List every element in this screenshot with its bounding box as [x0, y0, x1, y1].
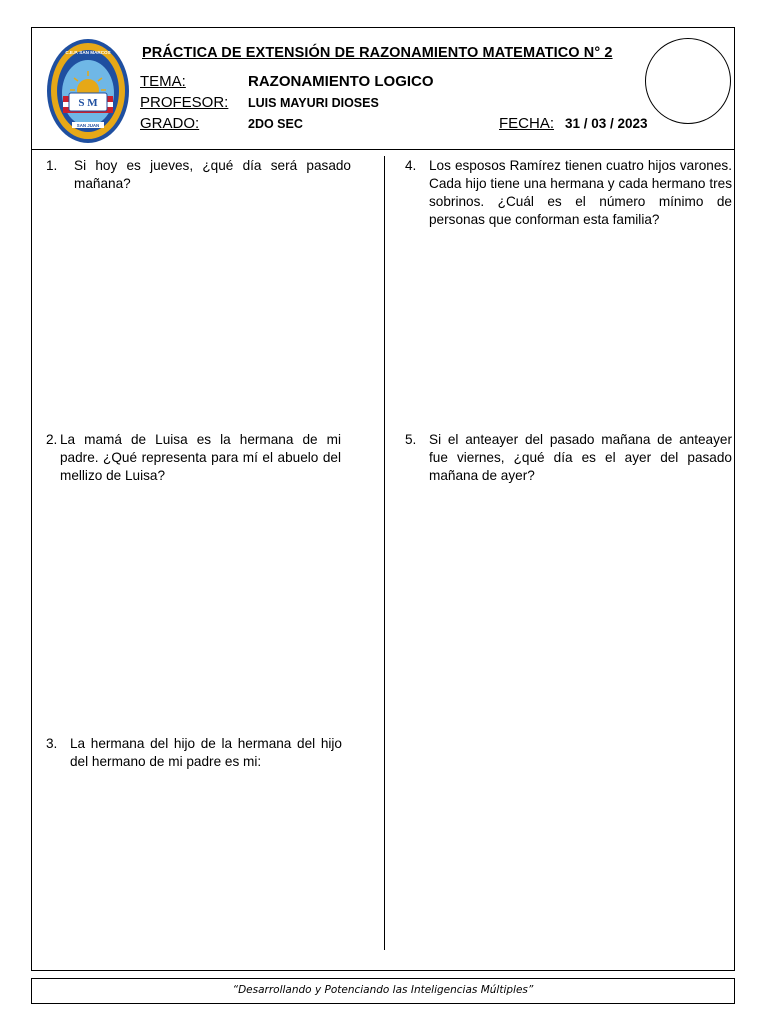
worksheet-title: PRÁCTICA DE EXTENSIÓN DE RAZONAMIENTO MATEMATICO N° 2	[142, 45, 613, 61]
logo-letters: S M	[78, 97, 98, 109]
logo-bottom-text: SAN JUAN	[76, 123, 100, 128]
question-text: Los esposos Ramírez tienen cuatro hijos varones. Cada hijo tiene una hermana y cada hermano tres sobrinos. ¿Cuál es el número mínimo de personas que conforman esta familia?	[429, 158, 732, 227]
question-3	[46, 735, 342, 771]
grade-circle	[645, 38, 731, 124]
header	[32, 28, 734, 150]
school-logo	[46, 38, 130, 144]
grado-value: 2DO SEC	[248, 117, 303, 131]
grado-label: GRADO:	[140, 115, 200, 132]
column-divider	[384, 156, 385, 950]
question-4	[405, 157, 732, 229]
fecha-label: FECHA:	[499, 115, 555, 132]
profesor-value: LUIS MAYURI DIOSES	[248, 96, 379, 110]
tema-value: RAZONAMIENTO LOGICO	[248, 73, 434, 90]
question-text: La hermana del hijo de la hermana del hijo del hermano de mi padre es mi:	[70, 736, 342, 769]
question-number: 5.	[405, 432, 417, 447]
question-text: La mamá de Luisa es la hermana de mi padre. ¿Qué representa para mí el abuelo del mellizo de Luisa?	[60, 432, 341, 483]
tema-label: TEMA:	[140, 73, 186, 90]
question-5	[405, 431, 732, 485]
question-text: Si hoy es jueves, ¿qué día será pasado mañana?	[74, 158, 351, 191]
question-number: 4.	[405, 158, 417, 173]
profesor-label: PROFESOR:	[140, 94, 229, 111]
question-1	[46, 157, 351, 193]
question-number: 3.	[46, 736, 58, 751]
question-number: 2.	[46, 432, 58, 447]
worksheet-page	[31, 27, 735, 971]
logo-top-text: C.E.P. SAN MARCOS	[65, 50, 111, 55]
question-text: Si el anteayer del pasado mañana de anteayer fue viernes, ¿qué día es el ayer del pasado mañana de ayer?	[429, 432, 732, 483]
footer-motto: “Desarrollando y Potenciando las Inteligencias Múltiples”	[31, 978, 735, 1004]
question-number: 1.	[46, 158, 58, 173]
question-2	[46, 431, 341, 485]
fecha-value: 31 / 03 / 2023	[565, 116, 648, 131]
